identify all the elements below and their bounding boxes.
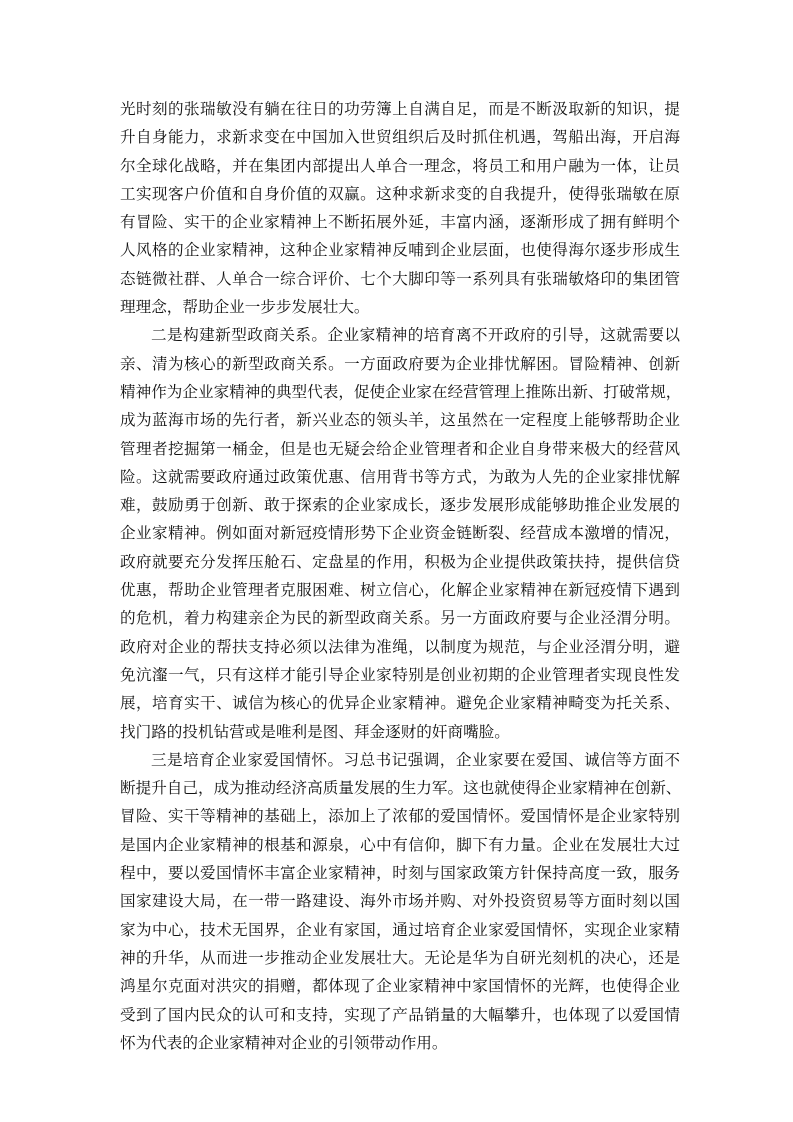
paragraph-line: 精神作为企业家精神的典型代表，促使企业家在经营管理上推陈出新、打破常规， xyxy=(120,382,682,401)
paragraph-line: 找门路的投机钻营或是唯利是图、拜金逐财的奸商嘴脸。 xyxy=(120,722,510,741)
paragraph-line: 管理者挖掘第一桶金，但是也无疑会给企业管理者和企业自身带来极大的经营风 xyxy=(120,439,680,458)
paragraph-government-business-relations xyxy=(120,321,680,745)
paragraph-line: 理理念，帮助企业一步步发展壮大。 xyxy=(120,298,370,317)
paragraph-line: 国家建设大局，在一带一路建设、海外市场并购、对外投资贸易等方面时刻以国 xyxy=(120,892,680,911)
paragraph-first-line: 三是培育企业家爱国情怀。习总书记强调，企业家要在爱国、诚信等方面不 xyxy=(151,750,680,769)
paragraph-line: 神的升华，从而进一步推动企业发展壮大。无论是华为自研光刻机的决心，还是 xyxy=(120,948,680,967)
paragraph-line: 险。这就需要政府通过政策优惠、信用背书等方式，为敢为人先的企业家排忧解 xyxy=(120,467,680,486)
paragraph-line: 亲、清为核心的新型政商关系。一方面政府要为企业排忧解困。冒险精神、创新 xyxy=(120,354,680,373)
paragraph-line: 程中，要以爱国情怀丰富企业家精神，时刻与国家政策方针保持高度一致，服务 xyxy=(120,864,680,883)
document-body xyxy=(120,95,680,1057)
paragraph-line: 升自身能力，求新求变在中国加入世贸组织后及时抓住机遇，驾船出海，开启海 xyxy=(120,128,680,147)
paragraph-line: 人风格的企业家精神，这种企业家精神反哺到企业层面，也使得海尔逐步形成生 xyxy=(120,241,680,260)
paragraph-line: 免沆瀣一气，只有这样才能引导企业家特别是创业初期的企业管理者实现良性发 xyxy=(120,665,680,684)
paragraph-line: 家为中心，技术无国界，企业有家国，通过培育企业家爱国情怀，实现企业家精 xyxy=(120,920,680,939)
paragraph-line: 是国内企业家精神的根基和源泉，心中有信仰，脚下有力量。企业在发展壮大过 xyxy=(120,835,680,854)
paragraph-line: 企业家精神。例如面对新冠疫情形势下企业资金链断裂、经营成本激增的情况， xyxy=(120,524,680,543)
paragraph-line: 成为蓝海市场的先行者，新兴业态的领头羊，这虽然在一定程度上能够帮助企业 xyxy=(120,411,680,430)
paragraph-line: 受到了国内民众的认可和支持，实现了产品销量的大幅攀升，也体现了以爱国情 xyxy=(120,1005,680,1024)
paragraph-line: 光时刻的张瑞敏没有躺在往日的功劳簿上自满自足，而是不断汲取新的知识，提 xyxy=(120,100,680,118)
paragraph-patriotic-sentiment xyxy=(120,746,680,1057)
paragraph-line: 政府对企业的帮扶支持必须以法律为准绳，以制度为规范，与企业泾渭分明，避 xyxy=(120,637,680,656)
paragraph-line: 难，鼓励勇于创新、敢于探索的企业家成长，逐步发展形成能够助推企业发展的 xyxy=(120,496,680,515)
paragraph-line: 政府就要充分发挥压舱石、定盘星的作用，积极为企业提供政策扶持，提供信贷 xyxy=(120,552,680,571)
paragraph-haier-continuation xyxy=(120,95,680,321)
paragraph-line: 鸿星尔克面对洪灾的捐赠，都体现了企业家精神中家国情怀的光辉，也使得企业 xyxy=(120,977,680,996)
paragraph-line: 态链微社群、人单合一综合评价、七个大脚印等一系列具有张瑞敏烙印的集团管 xyxy=(120,269,680,288)
paragraph-line: 尔全球化战略，并在集团内部提出人单合一理念，将员工和用户融为一体，让员 xyxy=(120,156,680,175)
paragraph-line: 有冒险、实干的企业家精神上不断拓展外延，丰富内涵，逐渐形成了拥有鲜明个 xyxy=(120,213,680,232)
paragraph-line: 展，培育实干、诚信为核心的优异企业家精神。避免企业家精神畸变为托关系、 xyxy=(120,694,680,713)
paragraph-first-line: 二是构建新型政商关系。企业家精神的培育离不开政府的引导，这就需要以 xyxy=(151,326,680,345)
paragraph-line: 冒险、实干等精神的基础上，添加上了浓郁的爱国情怀。爱国情怀是企业家特别 xyxy=(120,807,680,826)
paragraph-line: 优惠，帮助企业管理者克服困难、树立信心，化解企业家精神在新冠疫情下遇到 xyxy=(120,581,680,600)
paragraph-line: 工实现客户价值和自身价值的双赢。这种求新求变的自我提升，使得张瑞敏在原 xyxy=(120,184,680,203)
paragraph-line: 怀为代表的企业家精神对企业的引领带动作用。 xyxy=(120,1033,448,1052)
paragraph-line: 的危机，着力构建亲企为民的新型政商关系。另一方面政府要与企业泾渭分明。 xyxy=(120,609,680,628)
paragraph-line: 断提升自己，成为推动经济高质量发展的生力军。这也就使得企业家精神在创新、 xyxy=(120,779,682,798)
